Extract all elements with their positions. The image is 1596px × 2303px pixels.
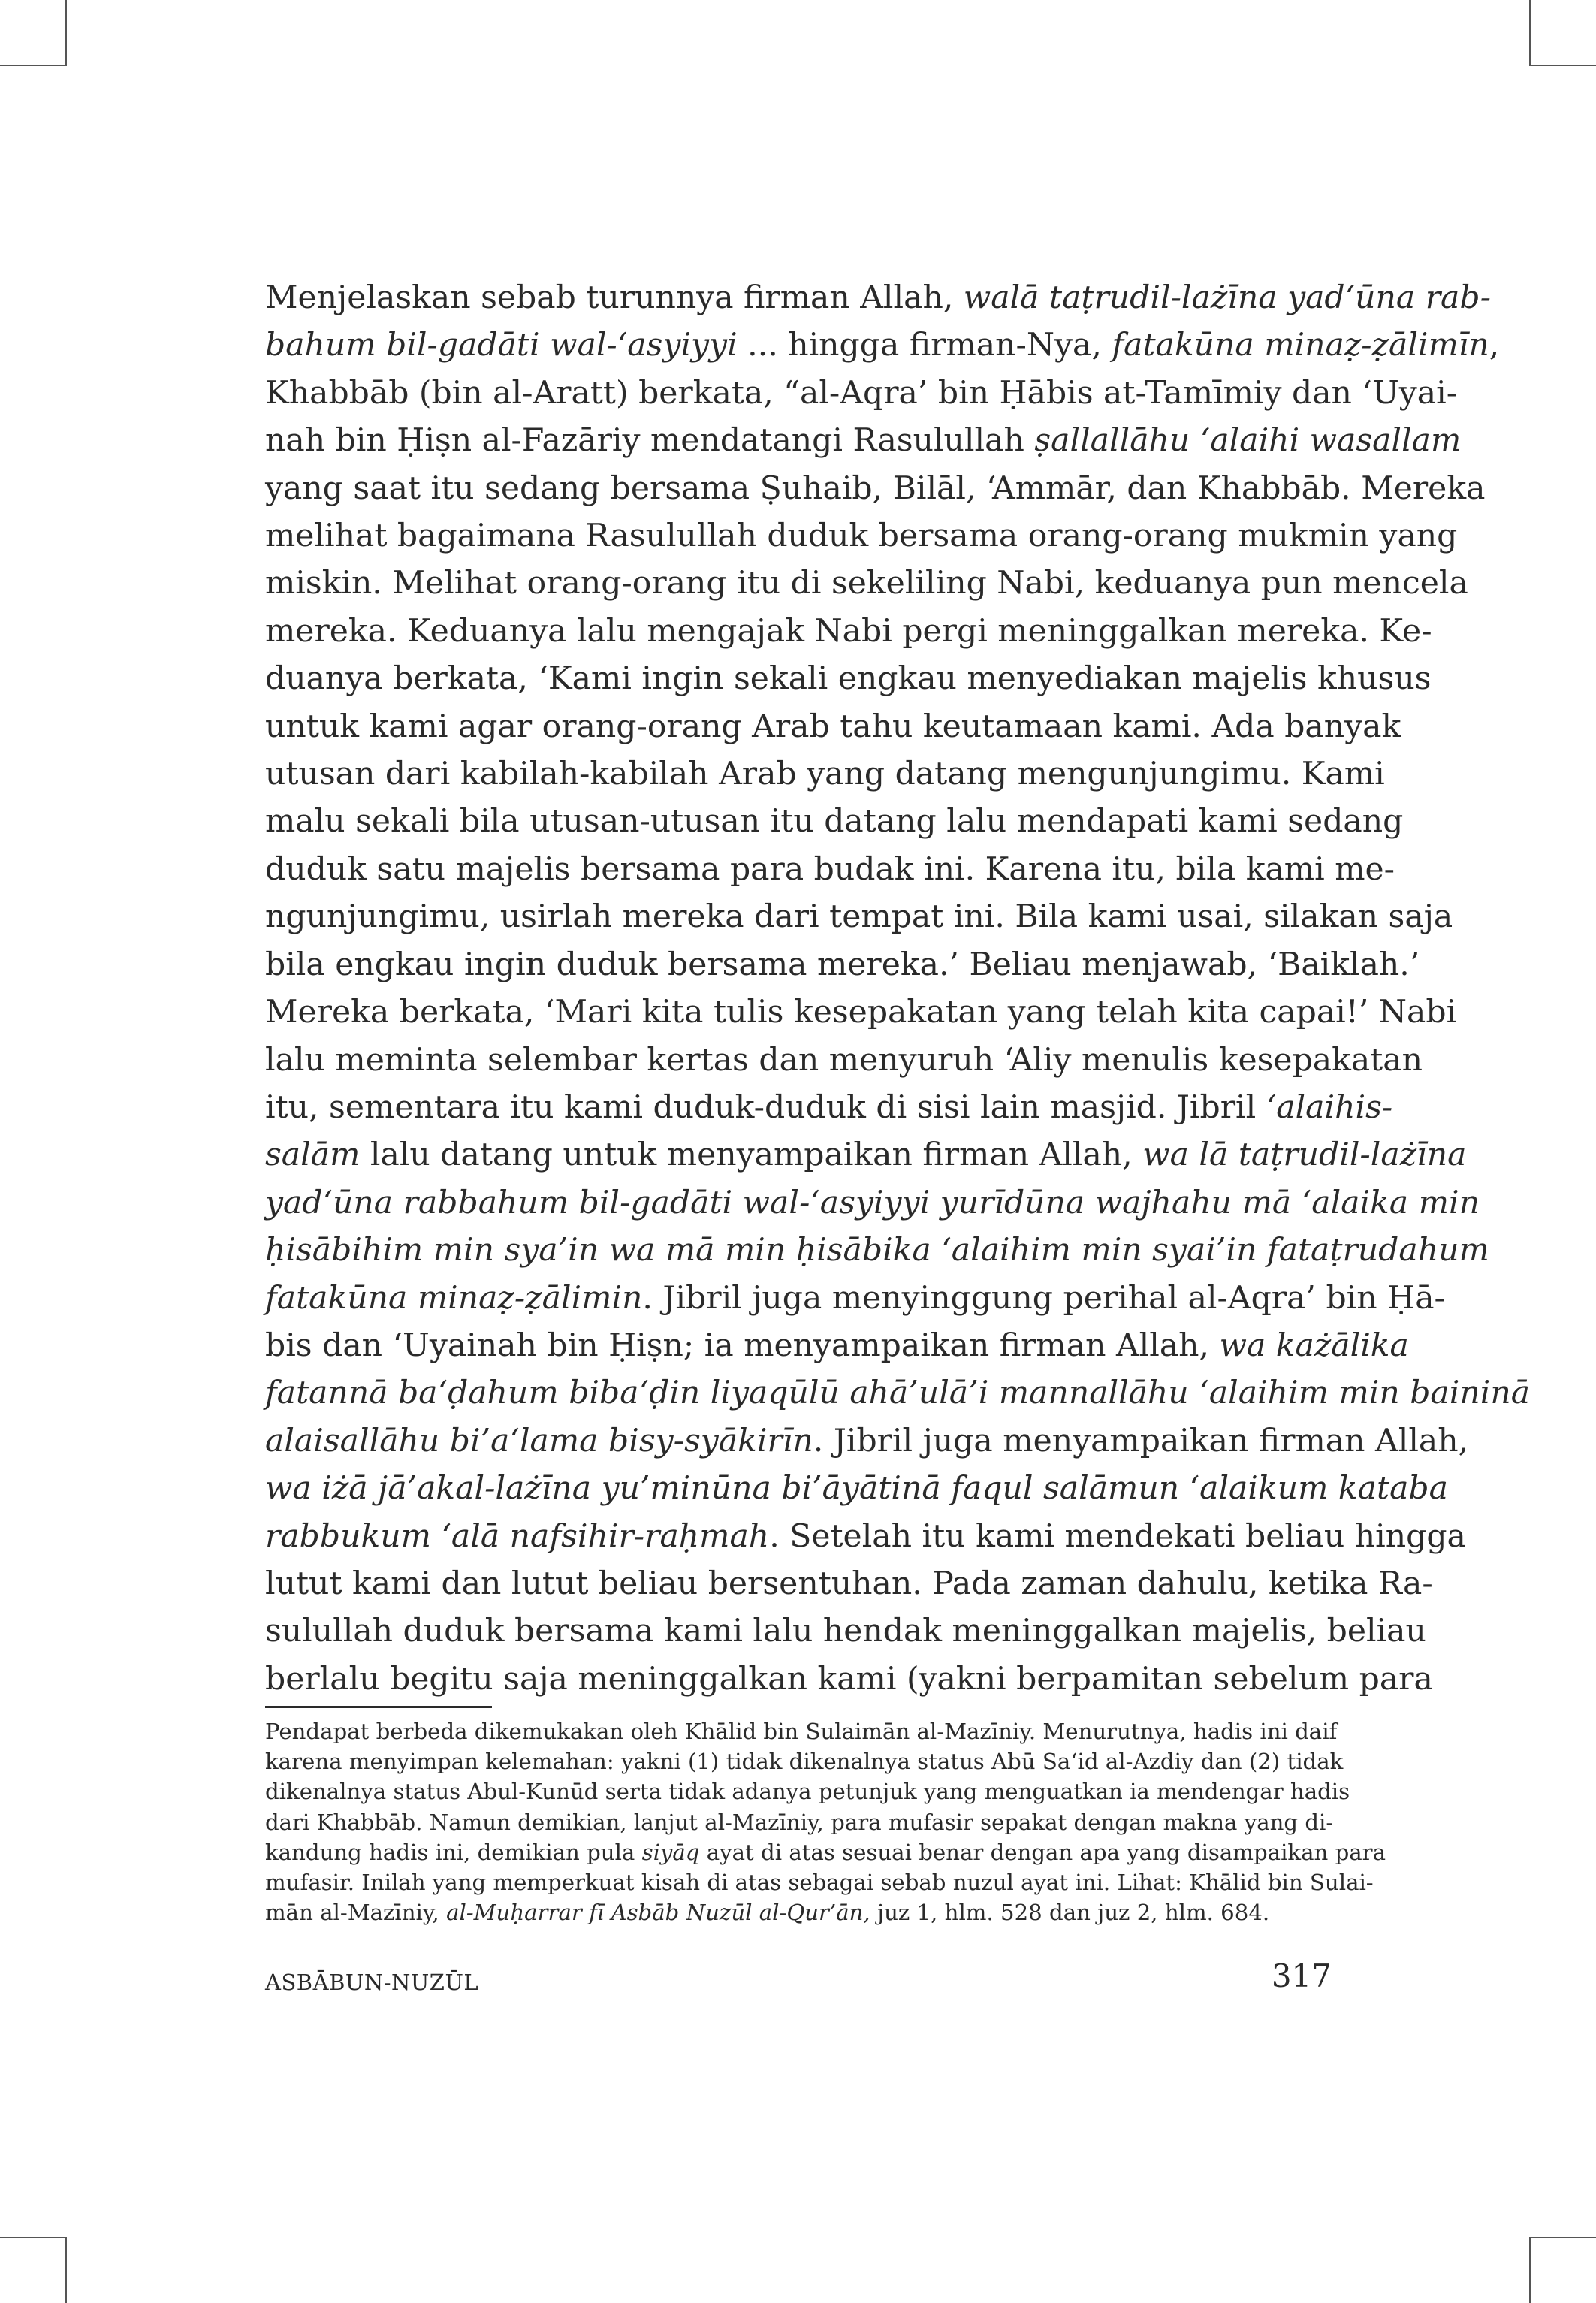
italic-text: al-Muḥarrar fī Asbāb Nuzūl al-Qur’ān, [446, 1900, 870, 1926]
text-line [265, 1275, 1445, 1322]
text-line [265, 1417, 1469, 1465]
italic-text: fatakūna minaẓ-ẓālimin [265, 1279, 643, 1317]
text-line [265, 941, 1420, 989]
text-run: Mereka berkata, ‘Mari kita tulis kesepakatan yang telah kita capai!’ Nabi [265, 994, 1457, 1031]
main-paragraph [265, 274, 1531, 1703]
italic-text: wa lā taṭrudil-lażīna [1142, 1136, 1467, 1174]
text-line [265, 1465, 1448, 1512]
crop-mark-bottom-right [1529, 2237, 1531, 2303]
footnote-line [265, 1776, 1350, 1806]
footnote-line [265, 1746, 1344, 1776]
footnote-separator-rule [265, 1706, 492, 1708]
italic-text: ṣallallāhu ‘alaihi wasallam [1034, 422, 1462, 460]
text-line [265, 893, 1453, 940]
crop-mark-top-right [1529, 0, 1531, 66]
text-line [265, 1037, 1423, 1084]
text-run: lalu meminta selembar kertas dan menyuruh ‘Aliy menulis kesepakatan [265, 1041, 1423, 1079]
italic-text: alaisallāhu bi’a‘lama bisy-syākirīn [265, 1422, 813, 1459]
text-run: juz 1, hlm. 528 dan juz 2, hlm. 684. [870, 1900, 1270, 1926]
text-line [265, 370, 1458, 417]
footnote-line [265, 1716, 1338, 1746]
text-line [265, 1179, 1480, 1227]
text-run: duanya berkata, ‘Kami ingin sekali engkau menyediakan majelis khusus [265, 660, 1432, 698]
text-line [265, 655, 1432, 702]
text-line [265, 1369, 1531, 1417]
footnote-line [265, 1837, 1386, 1867]
text-run: nah bin Ḥiṣn al-Fazāriy mendatangi Rasulullah [265, 422, 1035, 460]
text-run: ... hingga firman-Nya, [737, 327, 1112, 364]
footnote [265, 1716, 1386, 1927]
text-run: mufasir. Inilah yang memperkuat kisah di atas sebagai sebab nuzul ayat ini. Lihat: Khālid bin Sulai- [265, 1870, 1374, 1896]
text-line [265, 417, 1462, 464]
footnote-line [265, 1807, 1332, 1837]
text-run: malu sekali bila utusan-utusan itu datang lalu mendapati kami sedang [265, 803, 1404, 841]
text-run: Khabbāb (bin al-Aratt) berkata, “al-Aqra’ bin Ḥābis at-Tamīmiy dan ‘Uyai- [265, 374, 1458, 412]
text-run: Pendapat berbeda dikemukakan oleh Khālid bin Sulaimān al-Mazīniy. Menurutnya, hadis ini daif [265, 1719, 1338, 1744]
italic-text: fatakūna minaẓ-ẓālimīn [1112, 327, 1489, 364]
text-line [265, 1607, 1426, 1655]
text-run: duduk satu majelis bersama para budak ini. Karena itu, bila kami me- [265, 850, 1395, 888]
text-run: lutut kami dan lutut beliau bersentuhan. Pada zaman dahulu, ketika Ra- [265, 1565, 1433, 1602]
text-run: miskin. Melihat orang-orang itu di sekeliling Nabi, keduanya pun mencela [265, 565, 1468, 602]
text-line [265, 1084, 1393, 1131]
text-run: dari Khabbāb. Namun demikian, lanjut al-Mazīniy, para mufasir sepakat dengan makna yang di- [265, 1809, 1334, 1835]
crop-mark-top-left [65, 0, 67, 66]
text-run: Menjelaskan sebab turunnya firman Allah, [265, 279, 964, 316]
text-line [265, 846, 1395, 893]
text-line [265, 989, 1457, 1036]
italic-text: ḥisābihim min sya’in wa mā min ḥisābika ‘alaihim min syai’in fataṭrudahum [265, 1232, 1489, 1269]
page-number: 317 [1271, 1957, 1332, 1994]
text-run: dikenalnya status Abul-Kunūd serta tidak adanya petunjuk yang menguatkan ia mendengar hadis [265, 1779, 1350, 1805]
italic-text: salām [265, 1136, 361, 1174]
italic-text: fatannā ba‘ḍahum biba‘ḍin liyaqūlū ahā’ulā’i mannallāhu ‘alaihim min baininā [265, 1375, 1531, 1412]
text-run: . Setelah itu kami mendekati beliau hingga [769, 1517, 1466, 1555]
text-run: melihat bagaimana Rasulullah duduk bersama orang-orang mukmin yang [265, 518, 1458, 555]
text-run: ngunjungimu, usirlah mereka dari tempat ini. Bila kami usai, silakan saja [265, 898, 1453, 936]
text-run: berlalu begitu saja meninggalkan kami (yakni berpamitan sebelum para [265, 1660, 1433, 1698]
text-line [265, 1560, 1433, 1607]
text-line [265, 703, 1401, 750]
footnote-line [265, 1897, 1332, 1927]
text-line [265, 1227, 1489, 1274]
text-line [265, 1131, 1467, 1179]
italic-text: wa iżā jā’akal-lażīna yu’minūna bi’āyātinā faqul salāmun ‘alaikum kataba [265, 1470, 1448, 1508]
italic-text: walā taṭrudil-lażīna yad‘ūna rab- [963, 279, 1491, 316]
italic-text: ‘alaihis- [1266, 1088, 1393, 1126]
text-run: sulullah duduk bersama kami lalu hendak meninggalkan majelis, beliau [265, 1613, 1426, 1650]
text-line [265, 321, 1500, 369]
text-run: untuk kami agar orang-orang Arab tahu keutamaan kami. Ada banyak [265, 708, 1401, 745]
text-line [265, 512, 1458, 560]
text-run: bis dan ‘Uyainah bin Ḥiṣn; ia menyampaikan firman Allah, [265, 1327, 1220, 1364]
text-run: yang saat itu sedang bersama Ṣuhaib, Bilāl, ‘Ammār, dan Khabbāb. Mereka [265, 469, 1486, 507]
crop-mark-bottom-left-h [0, 2237, 66, 2238]
italic-text: rabbukum ‘alā nafsihir-raḥmah [265, 1517, 770, 1555]
text-run: . Jibril juga menyampaikan firman Allah, [813, 1422, 1469, 1459]
text-run: , [1489, 327, 1500, 364]
text-run: mān al-Mazīniy, [265, 1900, 447, 1926]
text-run: mereka. Keduanya lalu mengajak Nabi pergi meninggalkan mereka. Ke- [265, 612, 1432, 650]
text-line [265, 608, 1432, 655]
text-run: bila engkau ingin duduk bersama mereka.’ Beliau menjawab, ‘Baiklah.’ [265, 946, 1420, 983]
text-run: utusan dari kabilah-kabilah Arab yang datang mengunjungimu. Kami [265, 756, 1385, 793]
crop-mark-bottom-right-h [1530, 2237, 1596, 2238]
text-run: lalu datang untuk menyampaikan firman Allah, [360, 1136, 1143, 1174]
italic-text: wa każālika [1219, 1327, 1409, 1364]
text-line [265, 1322, 1409, 1369]
text-line [265, 1513, 1466, 1560]
text-run: kandung hadis ini, demikian pula [265, 1839, 642, 1865]
text-run: itu, sementara itu kami duduk-duduk di sisi lain masjid. Jibril [265, 1088, 1266, 1126]
text-line [265, 798, 1404, 845]
text-line [265, 465, 1486, 512]
italic-text: bahum bil-gadāti wal-‘asyiyyi [265, 327, 738, 364]
text-run: ayat di atas sesuai benar dengan apa yang disampaikan para [699, 1839, 1386, 1865]
italic-text: siyāq [641, 1839, 700, 1865]
text-line [265, 1656, 1433, 1703]
text-run: . Jibril juga menyinggung perihal al-Aqra’ bin Ḥā- [642, 1279, 1445, 1317]
running-head: ASBĀBUN-NUZŪL [265, 1969, 479, 1995]
text-line [265, 560, 1468, 607]
crop-mark-bottom-left [65, 2237, 67, 2303]
text-line [265, 750, 1385, 798]
crop-mark-top-right-h [1530, 65, 1596, 66]
text-line [265, 274, 1491, 321]
crop-mark-top-left-h [0, 65, 66, 66]
footnote-line [265, 1867, 1374, 1897]
italic-text: yad‘ūna rabbahum bil-gadāti wal-‘asyiyyi yurīdūna wajhahu mā ‘alaika min [265, 1184, 1480, 1221]
text-run: karena menyimpan kelemahan: yakni (1) tidak dikenalnya status Abū Sa‘id al-Azdiy dan (2) tidak [265, 1749, 1344, 1775]
